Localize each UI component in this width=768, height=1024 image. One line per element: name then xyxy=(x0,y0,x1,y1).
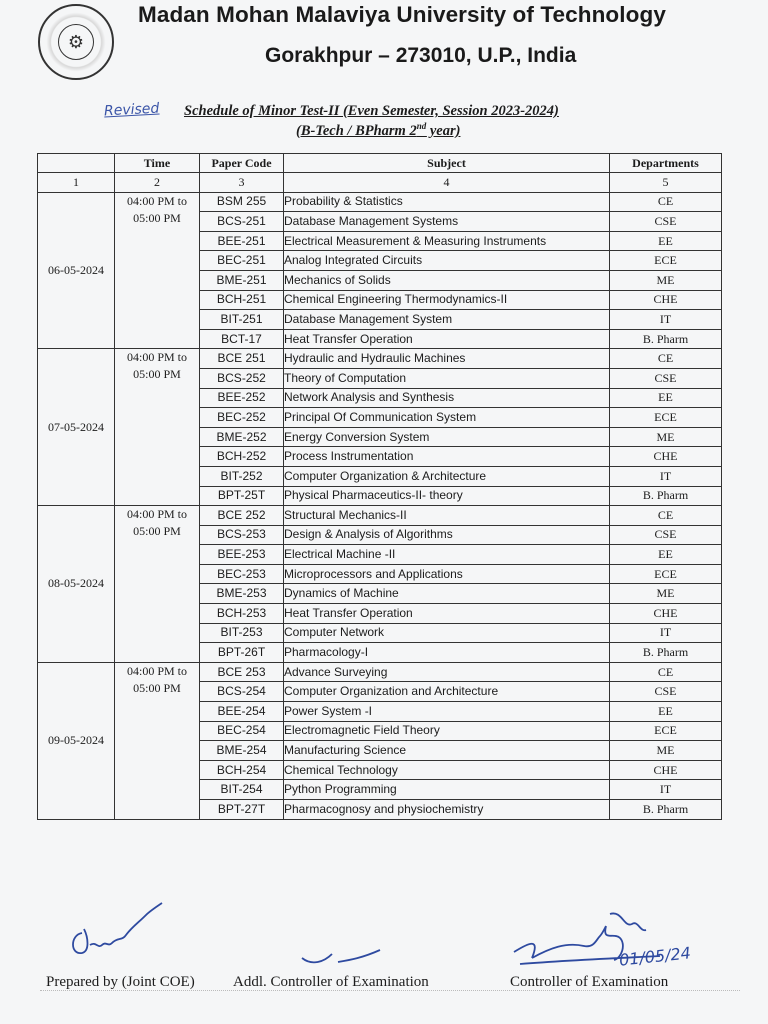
department-cell: CE xyxy=(610,662,722,682)
paper-code-cell: BEE-254 xyxy=(200,702,284,722)
department-cell: ECE xyxy=(610,721,722,741)
table-row xyxy=(38,506,722,526)
table-row xyxy=(38,349,722,369)
university-address: Gorakhpur – 273010, U.P., India xyxy=(265,44,577,67)
table-row xyxy=(38,192,722,212)
department-cell: ME xyxy=(610,427,722,447)
table-header-row xyxy=(38,154,722,173)
subject-cell: Network Analysis and Synthesis xyxy=(284,388,610,408)
department-cell: B. Pharm xyxy=(610,329,722,349)
department-cell: IT xyxy=(610,623,722,643)
column-number: 4 xyxy=(284,173,610,193)
exam-date-cell: 06-05-2024 xyxy=(38,192,115,349)
subject-cell: Dynamics of Machine xyxy=(284,584,610,604)
column-number: 5 xyxy=(610,173,722,193)
subject-cell: Chemical Technology xyxy=(284,760,610,780)
subject-cell: Mechanics of Solids xyxy=(284,270,610,290)
department-cell: B. Pharm xyxy=(610,643,722,663)
exam-time-cell: 04:00 PM to 05:00 PM xyxy=(115,662,200,819)
department-cell: CSE xyxy=(610,212,722,232)
footer-divider xyxy=(40,990,740,991)
subject-cell: Microprocessors and Applications xyxy=(284,564,610,584)
department-cell: CHE xyxy=(610,604,722,624)
paper-code-cell: BCH-251 xyxy=(200,290,284,310)
paper-code-cell: BME-251 xyxy=(200,270,284,290)
subtitle-suffix: year) xyxy=(426,122,461,139)
table-row xyxy=(38,662,722,682)
subject-cell: Advance Surveying xyxy=(284,662,610,682)
paper-code-cell: BIT-254 xyxy=(200,780,284,800)
subtitle-superscript: nd xyxy=(416,121,427,131)
paper-code-cell: BCT-17 xyxy=(200,329,284,349)
column-number: 2 xyxy=(115,173,200,193)
subject-cell: Principal Of Communication System xyxy=(284,408,610,428)
subject-cell: Analog Integrated Circuits xyxy=(284,251,610,271)
department-cell: EE xyxy=(610,545,722,565)
subject-cell: Computer Organization & Architecture xyxy=(284,466,610,486)
subject-cell: Database Management Systems xyxy=(284,212,610,232)
paper-code-cell: BCS-251 xyxy=(200,212,284,232)
subject-cell: Theory of Computation xyxy=(284,368,610,388)
controller-label: Controller of Examination xyxy=(510,974,669,990)
seal-emblem-icon: ⚙ xyxy=(58,24,94,60)
university-seal-icon xyxy=(38,4,114,80)
subject-cell: Probability & Statistics xyxy=(284,192,610,212)
prepared-by-label: Prepared by (Joint COE) xyxy=(46,974,195,990)
paper-code-cell: BCH-254 xyxy=(200,760,284,780)
department-cell: ME xyxy=(610,584,722,604)
department-cell: IT xyxy=(610,310,722,330)
department-cell: CHE xyxy=(610,290,722,310)
column-header-departments: Departments xyxy=(610,154,722,173)
subject-cell: Pharmacology-I xyxy=(284,643,610,663)
department-cell: ECE xyxy=(610,564,722,584)
paper-code-cell: BEE-251 xyxy=(200,231,284,251)
column-header-paper-code: Paper Code xyxy=(200,154,284,173)
subject-cell: Electromagnetic Field Theory xyxy=(284,721,610,741)
column-header-date xyxy=(38,154,115,173)
department-cell: CSE xyxy=(610,682,722,702)
paper-code-cell: BIT-251 xyxy=(200,310,284,330)
paper-code-cell: BCE 253 xyxy=(200,662,284,682)
department-cell: B. Pharm xyxy=(610,800,722,820)
university-name: Madan Mohan Malaviya University of Technology xyxy=(138,2,666,27)
department-cell: IT xyxy=(610,780,722,800)
paper-code-cell: BEC-254 xyxy=(200,721,284,741)
revised-handwritten-note: Revised xyxy=(103,100,160,120)
joint-coe-signature xyxy=(62,893,172,963)
subject-cell: Electrical Machine -II xyxy=(284,545,610,565)
exam-date-cell: 09-05-2024 xyxy=(38,662,115,819)
paper-code-cell: BME-253 xyxy=(200,584,284,604)
department-cell: EE xyxy=(610,702,722,722)
exam-date-cell: 08-05-2024 xyxy=(38,506,115,663)
addl-controller-signature xyxy=(298,940,388,970)
column-number-row xyxy=(38,173,722,193)
paper-code-cell: BCH-253 xyxy=(200,604,284,624)
signature-date: 01/05/24 xyxy=(618,943,692,970)
exam-date-cell: 07-05-2024 xyxy=(38,349,115,506)
subject-cell: Electrical Measurement & Measuring Instruments xyxy=(284,231,610,251)
subject-cell: Structural Mechanics-II xyxy=(284,506,610,526)
subject-cell: Heat Transfer Operation xyxy=(284,604,610,624)
paper-code-cell: BEC-252 xyxy=(200,408,284,428)
paper-code-cell: BPT-25T xyxy=(200,486,284,506)
subject-cell: Database Management System xyxy=(284,310,610,330)
department-cell: CHE xyxy=(610,447,722,467)
subject-cell: Manufacturing Science xyxy=(284,741,610,761)
paper-code-cell: BCS-252 xyxy=(200,368,284,388)
paper-code-cell: BEE-252 xyxy=(200,388,284,408)
exam-time-cell: 04:00 PM to 05:00 PM xyxy=(115,349,200,506)
subject-cell: Python Programming xyxy=(284,780,610,800)
paper-code-cell: BPT-26T xyxy=(200,643,284,663)
column-number: 1 xyxy=(38,173,115,193)
department-cell: CSE xyxy=(610,368,722,388)
schedule-subtitle xyxy=(296,121,516,140)
department-cell: IT xyxy=(610,466,722,486)
subject-cell: Chemical Engineering Thermodynamics-II xyxy=(284,290,610,310)
schedule-body xyxy=(38,192,722,819)
column-number: 3 xyxy=(200,173,284,193)
subject-cell: Physical Pharmaceutics-II- theory xyxy=(284,486,610,506)
subject-cell: Energy Conversion System xyxy=(284,427,610,447)
paper-code-cell: BME-254 xyxy=(200,741,284,761)
paper-code-cell: BEC-253 xyxy=(200,564,284,584)
paper-code-cell: BIT-253 xyxy=(200,623,284,643)
paper-code-cell: BIT-252 xyxy=(200,466,284,486)
department-cell: CE xyxy=(610,506,722,526)
subject-cell: Power System -I xyxy=(284,702,610,722)
subject-cell: Computer Network xyxy=(284,623,610,643)
subject-cell: Hydraulic and Hydraulic Machines xyxy=(284,349,610,369)
schedule-table xyxy=(37,153,722,820)
paper-code-cell: BCE 252 xyxy=(200,506,284,526)
department-cell: ECE xyxy=(610,251,722,271)
subject-cell: Pharmacognosy and physiochemistry xyxy=(284,800,610,820)
exam-time-cell: 04:00 PM to 05:00 PM xyxy=(115,506,200,663)
column-header-subject: Subject xyxy=(284,154,610,173)
column-header-time: Time xyxy=(115,154,200,173)
paper-code-cell: BEE-253 xyxy=(200,545,284,565)
department-cell: CSE xyxy=(610,525,722,545)
department-cell: EE xyxy=(610,231,722,251)
paper-code-cell: BCH-252 xyxy=(200,447,284,467)
department-cell: ME xyxy=(610,270,722,290)
addl-controller-label: Addl. Controller of Examination xyxy=(233,974,429,990)
paper-code-cell: BCS-253 xyxy=(200,525,284,545)
department-cell: CE xyxy=(610,192,722,212)
department-cell: CHE xyxy=(610,760,722,780)
department-cell: ME xyxy=(610,741,722,761)
paper-code-cell: BCE 251 xyxy=(200,349,284,369)
department-cell: CE xyxy=(610,349,722,369)
paper-code-cell: BSM 255 xyxy=(200,192,284,212)
department-cell: EE xyxy=(610,388,722,408)
subject-cell: Heat Transfer Operation xyxy=(284,329,610,349)
subject-cell: Process Instrumentation xyxy=(284,447,610,467)
paper-code-cell: BCS-254 xyxy=(200,682,284,702)
schedule-title: Schedule of Minor Test-II (Even Semester, Session 2023-2024) xyxy=(184,103,559,119)
department-cell: B. Pharm xyxy=(610,486,722,506)
exam-time-cell: 04:00 PM to 05:00 PM xyxy=(115,192,200,349)
paper-code-cell: BEC-251 xyxy=(200,251,284,271)
subject-cell: Computer Organization and Architecture xyxy=(284,682,610,702)
subtitle-prefix: (B-Tech / BPharm 2 xyxy=(296,122,417,139)
paper-code-cell: BPT-27T xyxy=(200,800,284,820)
department-cell: ECE xyxy=(610,408,722,428)
paper-code-cell: BME-252 xyxy=(200,427,284,447)
subject-cell: Design & Analysis of Algorithms xyxy=(284,525,610,545)
